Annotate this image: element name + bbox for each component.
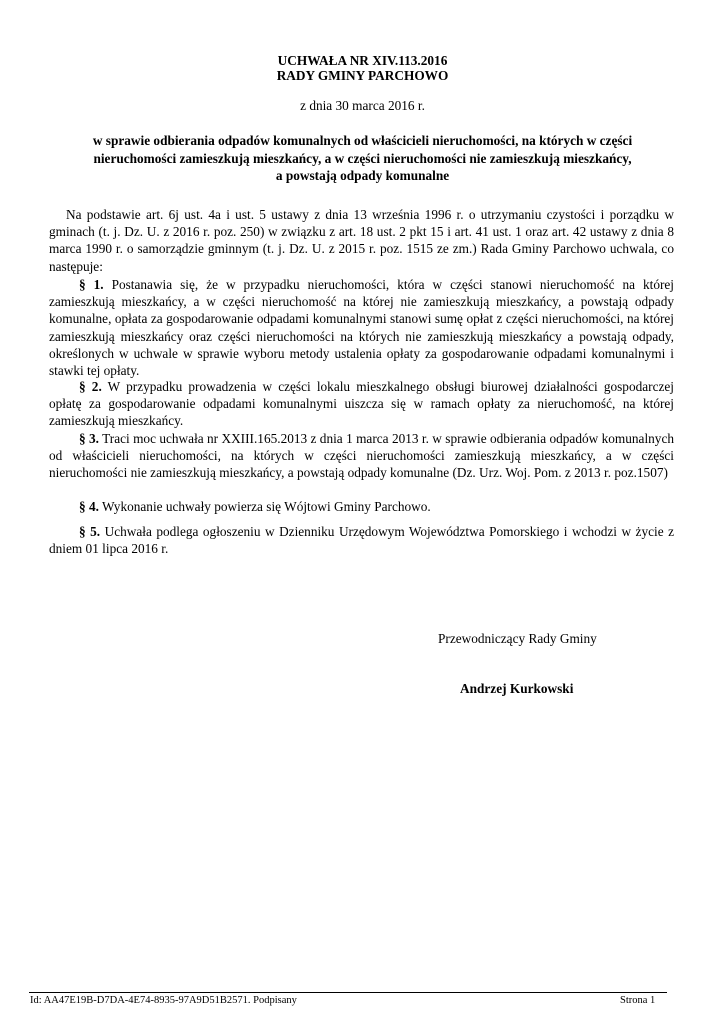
footer-divider [29,992,667,993]
resolution-subject [70,132,655,185]
signatory-role: Przewodniczący Rady Gminy [438,631,597,646]
section-text: Postanawia się, że w przypadku nieruchomości, która w części stanowi nieruchomość na której zamieszkują mieszkańcy, a w części nieruchomość na której nie zamieszkują mieszkańcy, a powstają odpady komunalne, opłata za gospodarowanie odpadami komunalnymi stanowi sumę opłat z części nieruchomości, na której zamieszkują mieszkańcy oraz części nieruchomości na których nie zamieszkują mieszkańcy a powstają odpady, określonych w uchwale w sprawie wyboru metody ustalenia opłaty za gospodarowanie odpadami komunalnymi i stawki tej opłaty. [49,277,675,379]
resolution-number: UCHWAŁA NR XIV.113.2016 [277,53,448,68]
page-number: Strona 1 [620,995,656,1006]
resolution-date: z dnia 30 marca 2016 r. [300,98,425,113]
section-text: Uchwała podlega ogłoszeniu w Dzienniku Urzędowym Województwa Pomorskiego i wchodzi w życie z dniem 01 lipca 2016 r. [49,524,674,557]
section-text: Wykonanie uchwały powierza się Wójtowi Gminy Parchowo. [102,499,431,514]
council-name: RADY GMINY PARCHOWO [276,68,449,83]
signatory-name: Andrzej Kurkowski [460,681,574,696]
section-3 [49,430,674,482]
section-label: § 5. [79,524,101,539]
subject-line: a powstają odpady komunalne [275,168,450,183]
section-4 [49,498,674,515]
subject-line: w sprawie odbierania odpadów komunalnych od właścicieli nieruchomości, na których w części [92,133,633,148]
section-text: W przypadku prowadzenia w części lokalu mieszkalnego obsługi biurowej działalności gospodarczej opłatę za gospodarowanie odpadami komunalnymi uiszcza się w ramach opłaty za nieruchomość, na której zamieszkują mieszkańcy. [49,379,674,429]
preamble-text: Na podstawie art. 6j ust. 4a i ust. 5 ustawy z dnia 13 września 1996 r. o utrzymaniu czystości i porządku w gminach (t. j. Dz. U. z 2016 r. poz. 250) w związku z art. 18 ust. 2 pkt 15 i art. 41 ust. 1 oraz art. 42 ustawy z dnia 8 marca 1990 r. o samorządzie gminnym (t. j. Dz. U. z 2015 r. poz. 1515 ze zm.) Rada Gminy Parchowo uchwala, co następuje: [49,207,674,274]
section-1 [49,276,674,379]
subject-line: nieruchomości zamieszkują mieszkańcy, a w części nieruchomości nie zamieszkują mieszkańcy, [93,150,632,166]
section-5 [49,523,674,557]
section-label: § 4. [79,499,99,514]
section-label: § 3. [79,431,99,446]
section-2 [49,378,674,430]
preamble [49,206,674,275]
document-id: Id: AA47E19B-D7DA-4E74-8935-97A9D51B2571. Podpisany [30,995,297,1006]
section-label: § 1. [79,277,104,292]
section-text: Traci moc uchwała nr XXIII.165.2013 z dnia 1 marca 2013 r. w sprawie odbierania odpadów komunalnych od właścicieli nieruchomości, na których w części nieruchomości zamieszkują mieszkańcy, a w części nieruchomości nie zamieszkują mieszkańcy, a powstają odpady komunalne (Dz. Urz. Woj. Pom. z 2013 r. poz.1507) [49,431,674,481]
section-label: § 2. [79,379,102,394]
